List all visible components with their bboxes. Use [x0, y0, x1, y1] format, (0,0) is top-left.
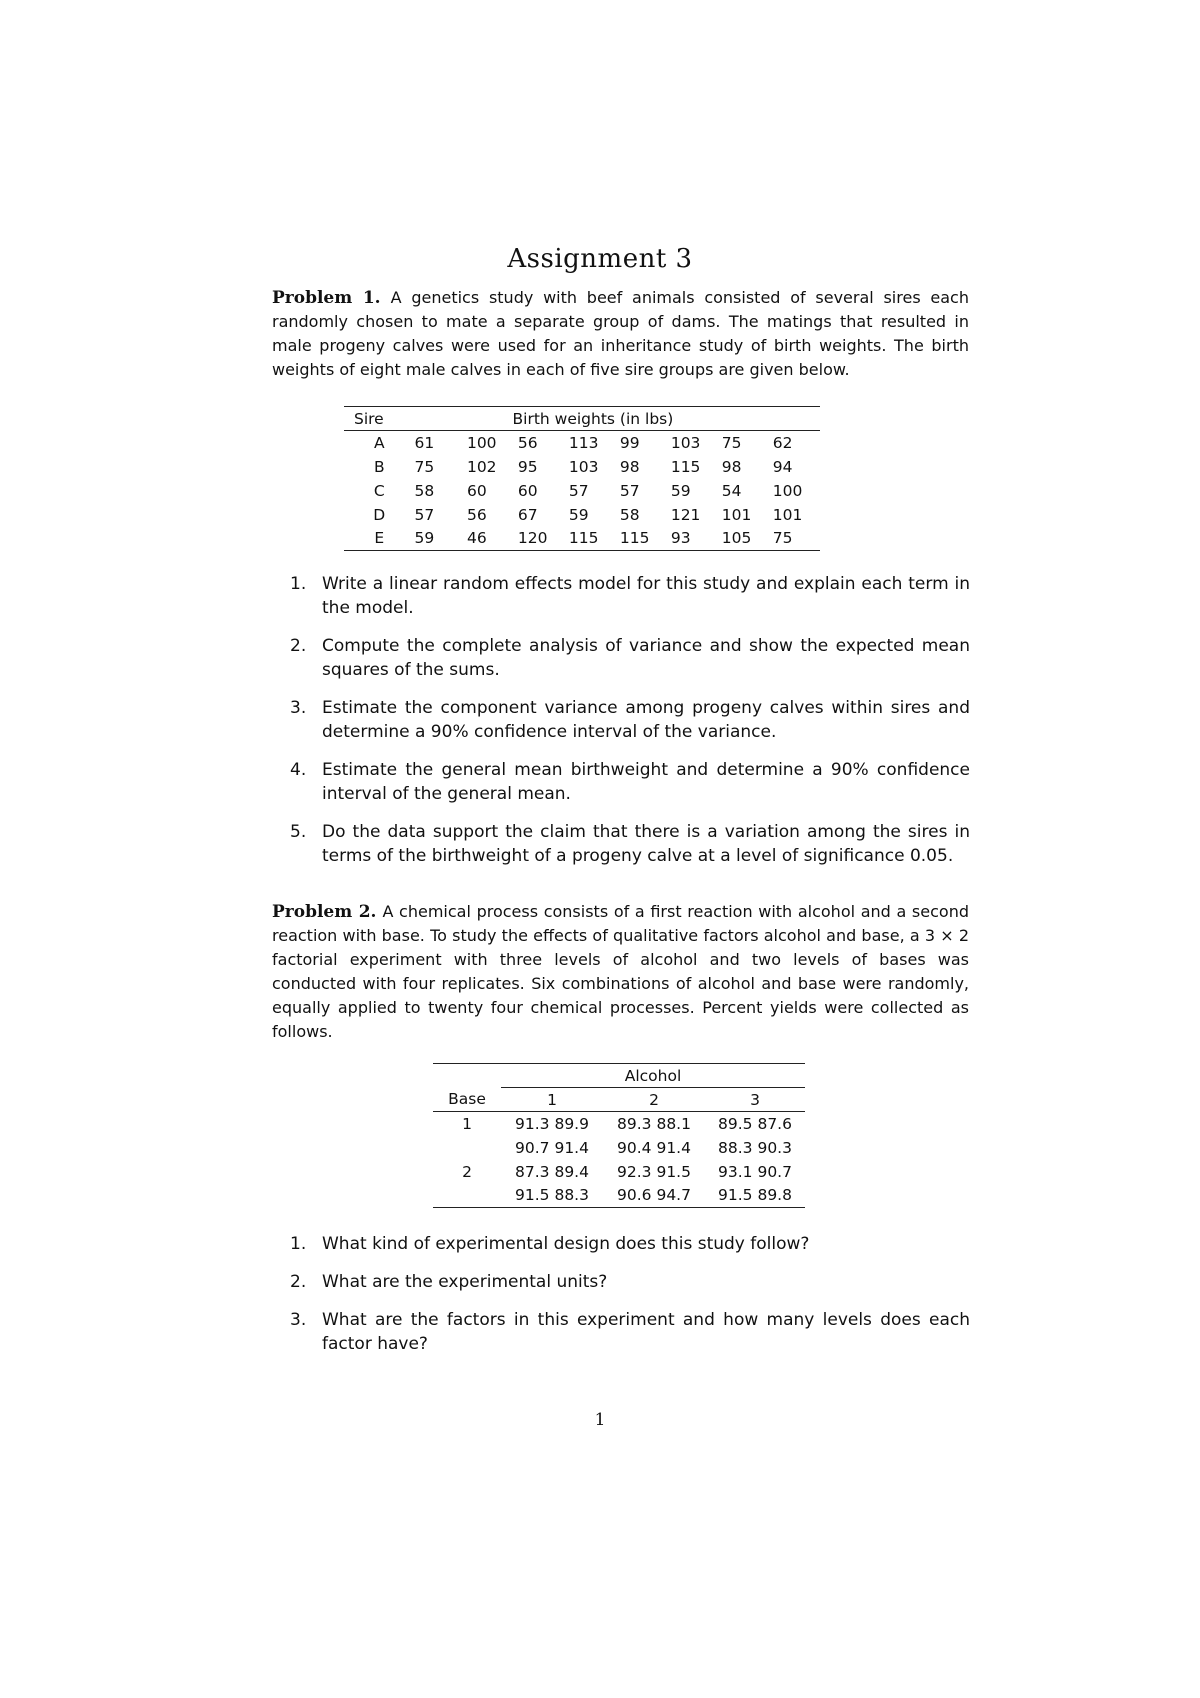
yield-cell: 93.1 90.7 [718, 1162, 792, 1181]
weight-cell: 59 [670, 481, 691, 500]
weight-cell: 115 [619, 529, 650, 548]
birth-weights-column-header: Birth weights (in lbs) [512, 409, 674, 428]
problem-1-label: Problem 1. [272, 288, 381, 308]
table-row [433, 1184, 805, 1208]
alcohol-level-3: 3 [750, 1090, 760, 1109]
yield-cell: 88.3 90.3 [718, 1138, 792, 1157]
table-row [433, 1112, 805, 1136]
question-number: 1. [290, 1234, 307, 1254]
weight-cell: 101 [721, 505, 752, 524]
weight-cell: 56 [466, 505, 487, 524]
weight-cell: 120 [517, 529, 548, 548]
weight-cell: 94 [772, 457, 793, 476]
sire-cell: C [373, 481, 385, 500]
list-item [290, 1232, 970, 1256]
yield-cell: 91.3 89.9 [515, 1114, 589, 1133]
sire-column-header: Sire [354, 409, 384, 428]
weight-cell: 57 [568, 481, 589, 500]
weight-cell: 61 [414, 433, 435, 452]
table-row [344, 455, 820, 479]
weight-cell: 56 [517, 433, 538, 452]
weight-cell: 75 [721, 433, 742, 452]
sire-cell: A [373, 433, 385, 452]
percent-yields-table [433, 1063, 805, 1208]
base-header: Base [448, 1090, 486, 1109]
question-number: 4. [290, 760, 307, 780]
weight-cell: 59 [568, 505, 589, 524]
weight-cell: 93 [670, 529, 691, 548]
list-item [290, 696, 970, 744]
table-row [344, 527, 820, 551]
weight-cell: 75 [772, 529, 793, 548]
yield-cell: 89.3 88.1 [617, 1114, 691, 1133]
weight-cell: 54 [721, 481, 742, 500]
weight-cell: 101 [772, 505, 803, 524]
question-text: Do the data support the claim that there is a variation among the sires in terms of the birthweight of a progeny calve at a level of significance 0.05. [322, 822, 970, 866]
weight-cell: 115 [670, 457, 701, 476]
question-text: Compute the complete analysis of variance and show the expected mean squares of the sums. [322, 636, 970, 680]
alcohol-level-1: 1 [547, 1090, 557, 1109]
sire-cell: B [373, 457, 385, 476]
weight-cell: 98 [619, 457, 640, 476]
weight-cell: 105 [721, 529, 752, 548]
problem-2-statement [272, 900, 969, 1044]
sire-cell: E [374, 529, 385, 548]
problem-1-questions [290, 572, 970, 882]
weight-cell: 115 [568, 529, 599, 548]
weight-cell: 46 [466, 529, 487, 548]
question-number: 3. [290, 698, 307, 718]
birth-weights-table-body [344, 431, 820, 551]
weight-cell: 103 [670, 433, 701, 452]
alcohol-header: Alcohol [501, 1064, 805, 1088]
question-text: What kind of experimental design does this study follow? [322, 1234, 810, 1254]
weight-cell: 60 [517, 481, 538, 500]
weight-cell: 102 [466, 457, 497, 476]
weight-cell: 100 [772, 481, 803, 500]
weight-cell: 57 [619, 481, 640, 500]
yield-cell: 90.4 91.4 [617, 1138, 691, 1157]
yield-cell: 92.3 91.5 [617, 1162, 691, 1181]
page-number: 1 [594, 1410, 606, 1430]
question-number: 2. [290, 1272, 307, 1292]
weight-cell: 99 [619, 433, 640, 452]
weight-cell: 57 [414, 505, 435, 524]
yield-cell: 87.3 89.4 [515, 1162, 589, 1181]
base-cell [433, 1184, 501, 1208]
problem-2-questions [290, 1232, 970, 1370]
question-text: What are the experimental units? [322, 1272, 608, 1292]
yield-cell: 89.5 87.6 [718, 1114, 792, 1133]
yield-cell: 90.6 94.7 [617, 1186, 691, 1205]
weight-cell: 75 [414, 457, 435, 476]
question-number: 1. [290, 574, 307, 594]
table-row [344, 503, 820, 527]
yield-cell: 91.5 89.8 [718, 1186, 792, 1205]
base-cell: 2 [462, 1162, 472, 1181]
table-row [433, 1136, 805, 1160]
list-item [290, 634, 970, 682]
weight-cell: 59 [414, 529, 435, 548]
percent-yields-table-body [433, 1112, 805, 1208]
weight-cell: 121 [670, 505, 701, 524]
question-text: What are the factors in this experiment and how many levels does each factor have? [322, 1310, 970, 1354]
weight-cell: 98 [721, 457, 742, 476]
problem-2-text: A chemical process consists of a first reaction with alcohol and a second reaction with base. To study the effects of qualitative factors alcohol and base, a 3 × 2 factorial experiment with three levels of alcohol and two levels of bases was conducted with four replicates. Six combinations of alcohol and base were randomly, equally applied to twenty four chemical processes. Percent yields were collected as follows. [272, 902, 969, 1041]
weight-cell: 103 [568, 457, 599, 476]
list-item [290, 1270, 970, 1294]
list-item [290, 820, 970, 868]
weight-cell: 62 [772, 433, 793, 452]
question-number: 2. [290, 636, 307, 656]
table-row [344, 431, 820, 455]
question-number: 5. [290, 822, 307, 842]
question-text: Estimate the component variance among progeny calves within sires and determine a 90% confidence interval of the variance. [322, 698, 970, 742]
problem-1-statement [272, 286, 969, 382]
birth-weights-table [344, 406, 820, 551]
alcohol-level-2: 2 [649, 1090, 659, 1109]
page-title: Assignment 3 [507, 244, 693, 274]
problem-2-label: Problem 2. [272, 902, 377, 922]
yield-cell: 91.5 88.3 [515, 1186, 589, 1205]
list-item [290, 1308, 970, 1356]
weight-cell: 95 [517, 457, 538, 476]
problem-1-text: A genetics study with beef animals consisted of several sires each randomly chosen to mate a separate group of dams. The matings that resulted in male progeny calves were used for an inheritance study of birth weights. The birth weights of eight male calves in each of five sire groups are given below. [272, 288, 969, 379]
weight-cell: 58 [414, 481, 435, 500]
weight-cell: 58 [619, 505, 640, 524]
list-item [290, 758, 970, 806]
base-cell: 1 [462, 1114, 472, 1133]
base-cell [433, 1136, 501, 1160]
weight-cell: 113 [568, 433, 599, 452]
weight-cell: 100 [466, 433, 497, 452]
table-row [344, 479, 820, 503]
weight-cell: 67 [517, 505, 538, 524]
question-text: Estimate the general mean birthweight and determine a 90% confidence interval of the general mean. [322, 760, 970, 804]
question-text: Write a linear random effects model for this study and explain each term in the model. [322, 574, 970, 618]
table-row [433, 1160, 805, 1184]
weight-cell: 60 [466, 481, 487, 500]
yield-cell: 90.7 91.4 [515, 1138, 589, 1157]
question-number: 3. [290, 1310, 307, 1330]
sire-cell: D [373, 505, 386, 524]
list-item [290, 572, 970, 620]
